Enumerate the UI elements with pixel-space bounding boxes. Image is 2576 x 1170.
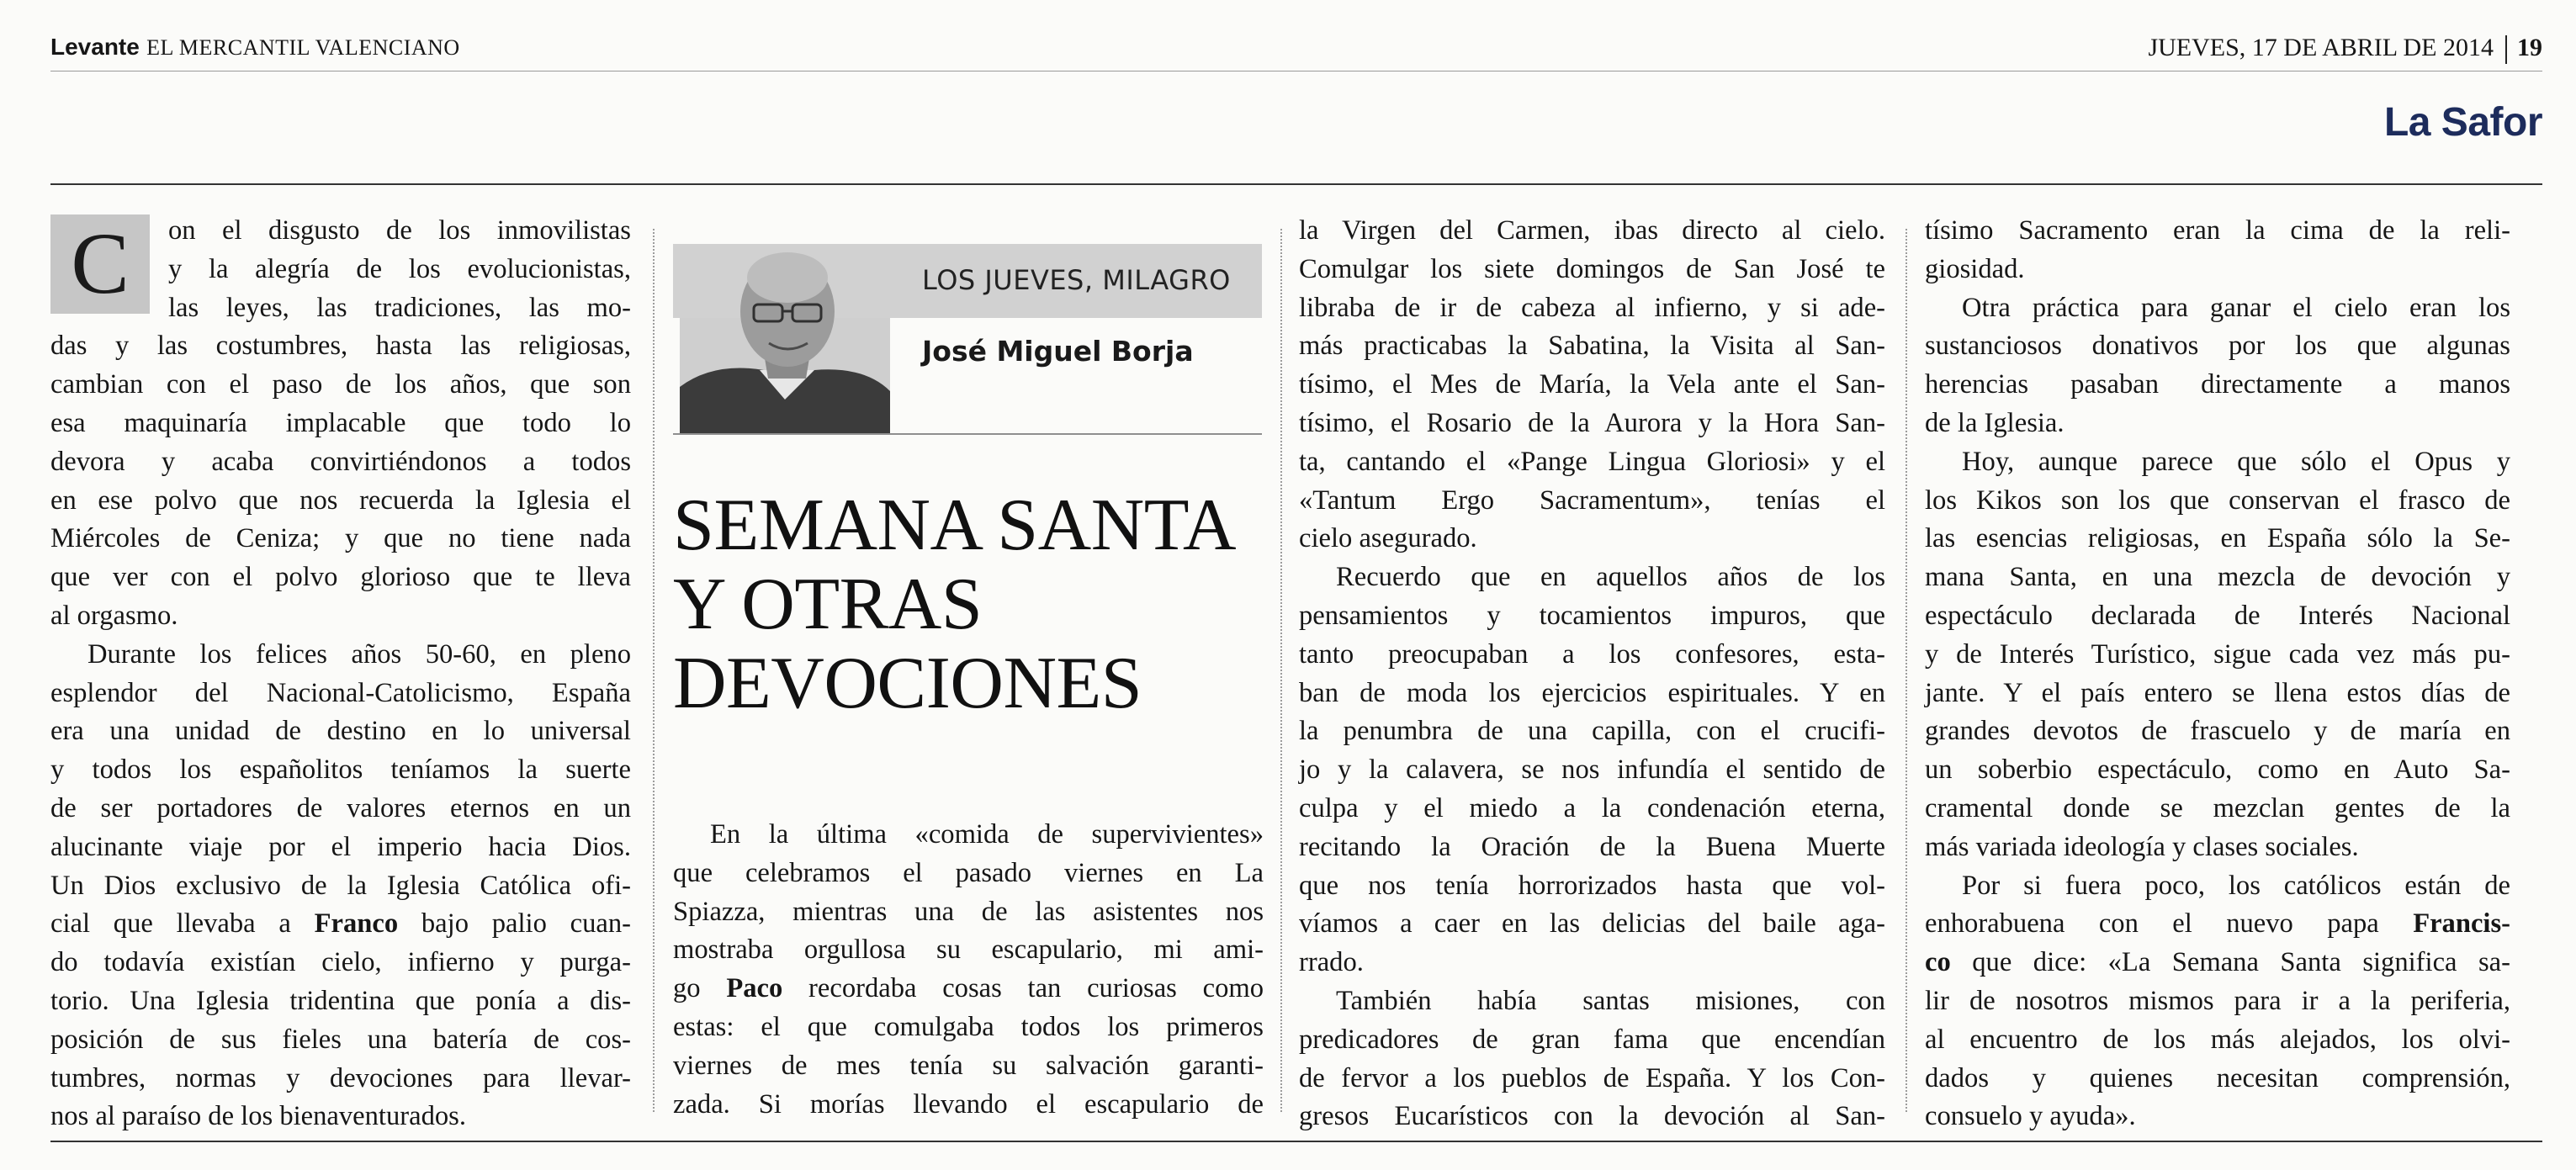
drop-cap-letter: C bbox=[71, 215, 130, 312]
headline-line: DEVOCIONES bbox=[673, 643, 1142, 724]
newspaper-subtitle: EL MERCANTIL VALENCIANO bbox=[146, 35, 460, 60]
text-line: jo y la calavera, se nos infundía el sentido de bbox=[1299, 754, 1885, 786]
author-name: José Miguel Borja bbox=[922, 335, 1194, 368]
bold-name: co bbox=[1925, 947, 1951, 978]
text-line: que ver con el polvo glorioso que te lleva bbox=[50, 562, 631, 593]
text-line: esplendor del Nacional-Catolicismo, España bbox=[50, 677, 631, 708]
text-line: mana Santa, en una mezcla de devoción y bbox=[1925, 562, 2510, 593]
article-column-1 bbox=[50, 212, 631, 1136]
text-line: dados y quienes necesitan comprensión, bbox=[1925, 1062, 2510, 1093]
text-line: devora y acaba convirtiéndonos a todos bbox=[50, 446, 631, 477]
article-column-4 bbox=[1925, 212, 2510, 1136]
text-span: recordaba cosas tan curiosas como bbox=[782, 973, 1264, 1004]
text-line: al orgasmo. bbox=[50, 600, 178, 631]
text-line bbox=[673, 970, 1264, 1009]
headline bbox=[673, 486, 1236, 723]
text-line: al encuentro de los más alejados, los olvi- bbox=[1925, 1024, 2510, 1055]
text-line: y de Interés Turístico, sigue cada vez más pu- bbox=[1925, 638, 2510, 670]
text-line: cielo asegurado. bbox=[1299, 523, 1477, 554]
text-line: era una unidad de destino en lo universal bbox=[50, 716, 631, 747]
article-column-3 bbox=[1299, 212, 1885, 1136]
text-line: mostraba orgullosa su escapulario, mi ami- bbox=[673, 934, 1264, 966]
text-line: alucinante viaje por el imperio hacia Dios. bbox=[50, 831, 631, 862]
text-line: recitando la Oración de la Buena Muerte bbox=[1299, 831, 1885, 862]
text-line: un soberbio espectáculo, como en Auto Sa- bbox=[1925, 754, 2510, 786]
text-line: lir de nosotros mismos para ir a la periferia, bbox=[1925, 985, 2510, 1016]
text-line: la penumbra de una capilla, con el crucifi- bbox=[1299, 716, 1885, 747]
column-divider bbox=[653, 229, 655, 1112]
text-line: gresos Eucarísticos con la devoción al San- bbox=[1299, 1101, 1885, 1132]
text-line: También había santas misiones, con bbox=[1336, 985, 1885, 1016]
text-line: espectáculo declarada de Interés Nacional bbox=[1925, 600, 2510, 631]
text-line: ta, cantando el «Pange Lingua Gloriosi» y el bbox=[1299, 446, 1885, 477]
date-divider bbox=[2505, 35, 2507, 64]
text-line: la Virgen del Carmen, ibas directo al cielo. bbox=[1299, 215, 1885, 246]
text-line: rrado. bbox=[1299, 947, 1364, 978]
text-line: Un Dios exclusivo de la Iglesia Católica ofi- bbox=[50, 870, 631, 901]
masthead-right bbox=[2148, 34, 2542, 64]
text-span: que dice: «La Semana Santa significa sa- bbox=[1950, 947, 2510, 978]
text-line: cambian con el paso de los años, que son bbox=[50, 369, 631, 400]
text-line: Por si fuera poco, los católicos están de bbox=[1962, 870, 2510, 901]
text-line: estas: el que comulgaba todos los primeros bbox=[673, 1011, 1264, 1042]
masthead-left bbox=[50, 34, 460, 61]
text-line: ban de moda los ejercicios espirituales. Y en bbox=[1299, 677, 1885, 708]
text-line: tísimo Sacramento eran la cima de la reli- bbox=[1925, 215, 2510, 246]
text-line: jante. Y el país entero se llena estos días de bbox=[1925, 677, 2510, 708]
text-line: los Kikos son los que conservan el frasco de bbox=[1925, 484, 2510, 516]
text-line: pensamientos y tocamientos impuros, que bbox=[1299, 600, 1885, 631]
text-line: posición de sus fieles una batería de cos- bbox=[50, 1024, 631, 1055]
text-line: Miércoles de Ceniza; y que no tiene nada bbox=[50, 523, 631, 554]
column-label: LOS JUEVES, MILAGRO bbox=[922, 264, 1231, 296]
text-line: en ese polvo que nos recuerda la Iglesia el bbox=[50, 484, 631, 516]
column-divider bbox=[1905, 229, 1907, 1112]
text-span: go bbox=[673, 973, 727, 1004]
text-line: consuelo y ayuda». bbox=[1925, 1101, 2136, 1132]
text-line: tísimo, el Mes de María, la Vela ante el San- bbox=[1299, 369, 1885, 400]
bold-name: Paco bbox=[726, 973, 783, 1004]
text-line: Spiazza, mientras una de las asistentes nos bbox=[673, 896, 1264, 927]
column-divider bbox=[1280, 229, 1282, 1112]
text-line: y todos los españolitos teníamos la suerte bbox=[50, 754, 631, 786]
text-line: Recuerdo que en aquellos años de los bbox=[1336, 562, 1885, 593]
text-line: que celebramos el pasado viernes en La bbox=[673, 857, 1264, 888]
text-line: predicadores de gran fama que encendían bbox=[1299, 1024, 1885, 1055]
issue-date: JUEVES, 17 DE ABRIL DE 2014 bbox=[2148, 34, 2494, 61]
text-line: grandes devotos de frascuelo y de maría en bbox=[1925, 716, 2510, 747]
text-line: Comulgar los siete domingos de San José te bbox=[1299, 253, 1885, 284]
article-column-2 bbox=[673, 816, 1264, 1124]
text-line: viernes de mes tenía su salvación garanti- bbox=[673, 1050, 1264, 1081]
text-line: que nos tenía horrorizados hasta que vol- bbox=[1299, 870, 1885, 901]
text-line: Otra práctica para ganar el cielo eran los bbox=[1962, 292, 2510, 323]
text-line: nos al paraíso de los bienaventurados. bbox=[50, 1101, 466, 1132]
text-line bbox=[1925, 944, 2510, 982]
text-span: cial que llevaba a bbox=[50, 908, 315, 940]
author-box bbox=[673, 244, 1262, 435]
text-line: tanto preocupaban a los confesores, esta- bbox=[1299, 638, 1885, 670]
headline-line: Y OTRAS bbox=[673, 564, 983, 645]
text-line: de ser portadores de valores eternos en un bbox=[50, 792, 631, 823]
text-line: culpa y el miedo a la condenación eterna, bbox=[1299, 792, 1885, 823]
text-line: de fervor a los pueblos de España. Y los Con- bbox=[1299, 1062, 1885, 1093]
text-line: Hoy, aunque parece que sólo el Opus y bbox=[1962, 446, 2510, 477]
text-line: on el disgusto de los inmovilistas bbox=[168, 215, 631, 246]
bold-name: Francis- bbox=[2413, 908, 2510, 940]
page-bottom-rule bbox=[50, 1141, 2542, 1142]
text-line: En la última «comida de supervivientes» bbox=[710, 819, 1264, 850]
text-line: Durante los felices años 50-60, en pleno bbox=[87, 638, 631, 670]
text-line: las esencias religiosas, en España sólo la Se- bbox=[1925, 523, 2510, 554]
text-line: víamos a caer en las delicias del baile aga- bbox=[1299, 908, 1885, 940]
text-line: das y las costumbres, hasta las religiosas, bbox=[50, 331, 631, 362]
author-photo bbox=[680, 244, 890, 433]
text-line: sustanciosos donativos por los que algunas bbox=[1925, 331, 2510, 362]
section-title: La Safor bbox=[2383, 100, 2542, 145]
text-line: de la Iglesia. bbox=[1925, 407, 2065, 438]
newspaper-brand: Levante bbox=[50, 34, 140, 60]
text-line: y la alegría de los evolucionistas, bbox=[168, 253, 631, 284]
text-line: más variada ideología y clases sociales. bbox=[1925, 831, 2359, 862]
text-line: las leyes, las tradiciones, las mo- bbox=[168, 292, 631, 323]
text-line: zada. Si morías llevando el escapulario de bbox=[673, 1088, 1264, 1120]
text-line: do todavía existían cielo, infierno y purga- bbox=[50, 947, 631, 978]
text-line bbox=[1925, 905, 2510, 944]
text-span: enhorabuena con el nuevo papa bbox=[1925, 908, 2414, 940]
section-rule bbox=[50, 183, 2542, 185]
headline-line: SEMANA SANTA bbox=[673, 484, 1237, 566]
text-line: «Tantum Ergo Sacramentum», tenías el bbox=[1299, 484, 1885, 516]
bold-name: Franco bbox=[314, 908, 399, 940]
text-line: más practicabas la Sabatina, la Visita al San- bbox=[1299, 331, 1885, 362]
text-line: cramental donde se mezclan gentes de la bbox=[1925, 792, 2510, 823]
text-line bbox=[50, 905, 631, 944]
text-line: torio. Una Iglesia tridentina que ponía a dis- bbox=[50, 985, 631, 1016]
text-span: bajo palio cuan- bbox=[398, 908, 631, 940]
text-line: libraba de ir de cabeza al infierno, y si ade- bbox=[1299, 292, 1885, 323]
text-line: tísimo, el Rosario de la Aurora y la Hora San- bbox=[1299, 407, 1885, 438]
text-line: tumbres, normas y devociones para llevar- bbox=[50, 1062, 631, 1093]
text-line: esa maquinaría implacable que todo lo bbox=[50, 407, 631, 438]
text-line: giosidad. bbox=[1925, 253, 2025, 284]
page-number: 19 bbox=[2517, 34, 2542, 61]
text-line: herencias pasaban directamente a manos bbox=[1925, 369, 2510, 400]
